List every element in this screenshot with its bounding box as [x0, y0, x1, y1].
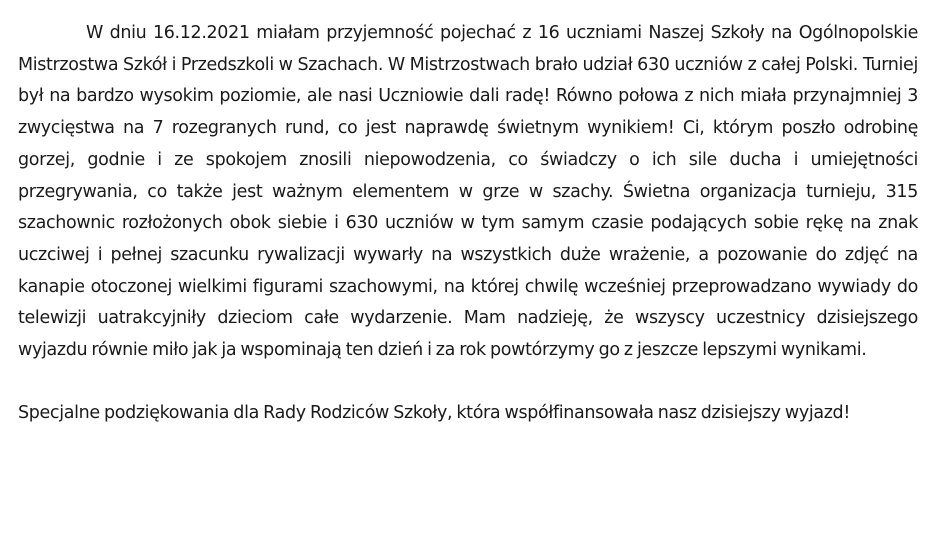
document-body — [18, 18, 918, 430]
paragraph-report: W dniu 16.12.2021 miałam przyjemność pojechać z 16 uczniami Naszej Szkoły na Ogólnopolskie Mistrzostwa Szkół i Przedszkoli w Szachach. W Mistrzostwach brało udział 630 uczniów z całej Polski. Turniej był na bardzo wysokim poziomie, ale nasi Uczniowie dali radę! Równo połowa z nich miała przynajmniej 3 zwycięstwa na 7 rozegranych rund, co jest naprawdę świetnym wynikiem! Ci, którym poszło odrobinę gorzej, godnie i ze spokojem znosili niepowodzenia, co świadczy o ich sile ducha i umiejętności przegrywania, co także jest ważnym elementem w grze w szachy. Świetna organizacja turnieju, 315 szachownic rozłożonych obok siebie i 630 uczniów w tym samym czasie podających sobie rękę na znak uczciwej i pełnej szacunku rywalizacji wywarły na wszystkich duże wrażenie, a pozowanie do zdjęć na kanapie otoczonej wielkimi figurami szachowymi, na której chwilę wcześniej przeprowadzano wywiady do telewizji uatrakcyjniły dzieciom całe wydarzenie. Mam nadzieję, że wszyscy uczestnicy dzisiejszego wyjazdu równie miło jak ja wspominają ten dzień i za rok powtórzymy go z jeszcze lepszymi wynikami. — [18, 23, 918, 361]
paragraph-thanks: Specjalne podziękowania dla Rady Rodziców Szkoły, która współfinansowała nasz dzisiejszy wyjazd! — [18, 403, 850, 424]
